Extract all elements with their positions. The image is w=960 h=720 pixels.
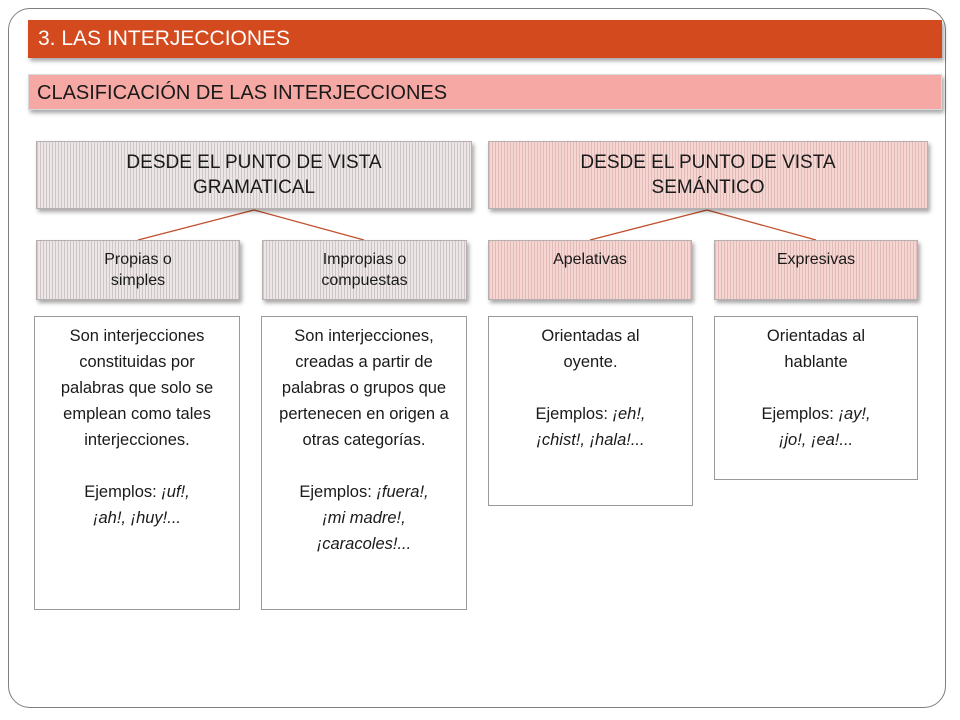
examples-propias: Ejemplos: ¡uf!, ¡ah!, ¡huy!... bbox=[84, 483, 190, 527]
examples-apelativas: Ejemplos: ¡eh!, ¡chist!, ¡hala!... bbox=[535, 405, 646, 449]
category-semantico-label: DESDE EL PUNTO DE VISTA SEMÁNTICO bbox=[580, 152, 836, 198]
type-apelativas bbox=[488, 240, 692, 300]
description-propias-text: Son interjecciones constituidas por palabras que solo se emplean como tales interjecciones. bbox=[60, 327, 214, 449]
category-gramatical-label: DESDE EL PUNTO DE VISTA GRAMATICAL bbox=[126, 152, 382, 198]
connector-semantico-expresivas bbox=[707, 210, 816, 240]
connector-gramatical-impropias bbox=[254, 210, 364, 240]
type-expresivas-label: Expresivas bbox=[776, 251, 856, 268]
description-impropias-text: Son interjecciones, creadas a partir de palabras o grupos que pertenecen en origen a otras categorías. bbox=[279, 327, 449, 449]
slide-title: 3. LAS INTERJECCIONES bbox=[28, 20, 942, 58]
type-propias-label: Propias o simples bbox=[104, 251, 172, 289]
description-expresivas-text: Orientadas al hablante bbox=[766, 327, 866, 371]
examples-impropias: Ejemplos: ¡fuera!, ¡mi madre!, ¡caracoles!... bbox=[299, 483, 429, 553]
description-expresivas bbox=[714, 316, 918, 480]
examples-expresivas: Ejemplos: ¡ay!, ¡jo!, ¡ea!... bbox=[761, 405, 871, 449]
description-propias bbox=[34, 316, 240, 610]
description-apelativas bbox=[488, 316, 693, 506]
category-gramatical bbox=[36, 141, 472, 209]
type-apelativas-label: Apelativas bbox=[553, 251, 627, 268]
description-impropias bbox=[261, 316, 467, 610]
description-apelativas-text: Orientadas al oyente. bbox=[541, 327, 640, 371]
connector-semantico-apelativas bbox=[590, 210, 707, 240]
type-impropias bbox=[262, 240, 467, 300]
category-semantico bbox=[488, 141, 928, 209]
type-propias bbox=[36, 240, 240, 300]
type-impropias-label: Impropias o compuestas bbox=[321, 251, 408, 289]
slide-subtitle: CLASIFICACIÓN DE LAS INTERJECCIONES bbox=[28, 74, 942, 110]
connector-gramatical-propias bbox=[138, 210, 254, 240]
type-expresivas bbox=[714, 240, 918, 300]
